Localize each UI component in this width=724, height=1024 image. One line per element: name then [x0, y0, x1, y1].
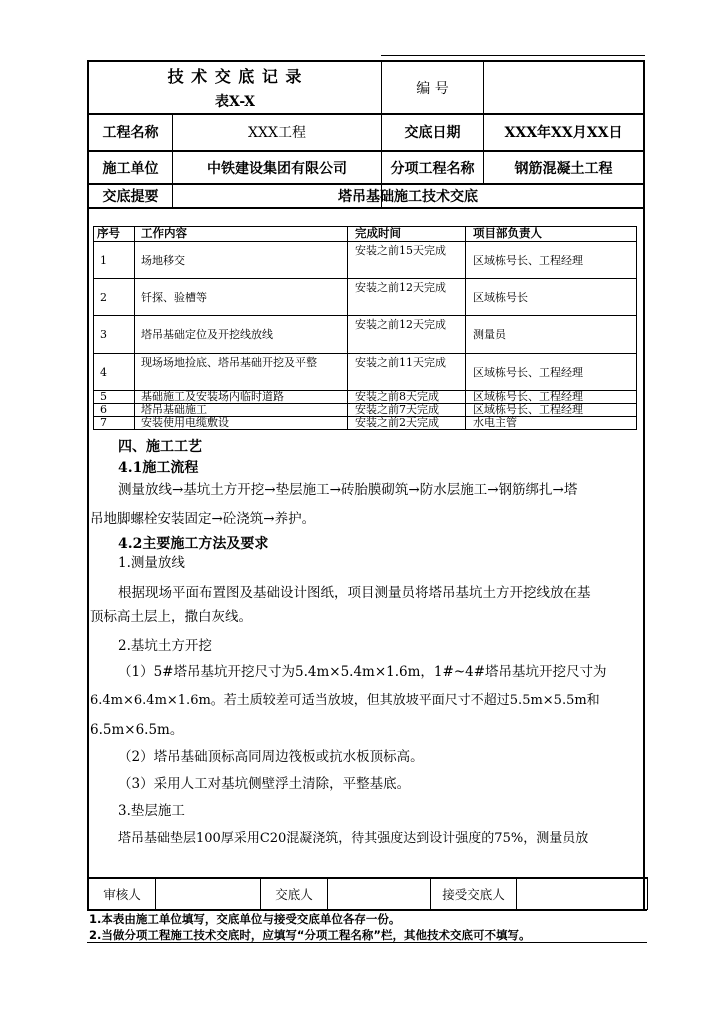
col-header-no: 序号 [97, 226, 120, 240]
project-name-label: 工程名称 [102, 125, 159, 141]
paragraph: 6.4m×6.4m×1.6m。若土质较差可适当放坡，但其放坡平面尺寸不超过5.5m×5.5m和 [90, 693, 600, 708]
table-row [93, 403, 637, 416]
paragraph: 塔吊基础垫层100厚采用C20混凝浇筑，待其强度达到设计强度的75%，测量员放 [118, 831, 589, 846]
paragraph: 顶标高土层上，撒白灰线。 [90, 609, 252, 625]
row-time: 安装之前2天完成 [355, 416, 439, 429]
table-row [93, 316, 637, 353]
construction-unit: 中铁建设集团有限公司 [207, 160, 347, 177]
note-2: 2.当做分项工程施工技术交底时，应填写“分项工程名称”栏，其他技术交底可不填写。 [89, 928, 531, 942]
row-owner: 区域栋号长、工程经理 [473, 366, 583, 379]
row-content: 钎探、验槽等 [141, 291, 207, 304]
frame-right [643, 60, 645, 910]
paragraph: 吊地脚螺栓安装固定→砼浇筑→养护。 [90, 511, 316, 527]
section-heading-4-2: 4.2主要施工方法及要求 [118, 536, 269, 552]
col-header-time: 完成时间 [355, 226, 401, 240]
row-time: 安装之前12天完成 [355, 281, 446, 294]
disclosure-date: XXX年XX月XX日 [504, 125, 623, 141]
col-header-owner: 项目部负责人 [473, 226, 542, 240]
note-1: 1.本表由施工单位填写，交底单位与接受交底单位各存一份。 [89, 912, 401, 926]
sub-heading: 3.垫层施工 [118, 803, 185, 819]
row-no: 2 [100, 291, 107, 304]
number-value[interactable] [484, 62, 643, 113]
row-content: 场地移交 [141, 254, 185, 267]
table-row [93, 416, 637, 429]
row-time: 安装之前15天完成 [355, 244, 446, 257]
frame-top-extend [381, 55, 645, 56]
table-row [93, 242, 637, 278]
row-no: 1 [100, 254, 107, 267]
row-time: 安装之前11天完成 [355, 356, 446, 369]
row-owner: 测量员 [473, 328, 506, 341]
date-label: 交底日期 [404, 125, 461, 141]
row-time: 安装之前12天完成 [355, 318, 446, 331]
project-name: XXX工程 [248, 125, 306, 141]
table-row [93, 354, 637, 390]
row-content: 塔吊基础施工 [141, 403, 207, 416]
form-number: 表X-X [214, 94, 256, 110]
paragraph: 6.5m×6.5m。 [90, 722, 184, 738]
row-content: 现场场地捡底、塔吊基础开挖及平整 [141, 356, 317, 369]
sub-heading: 1.测量放线 [118, 555, 185, 571]
paragraph: （1）5#塔吊基坑开挖尺寸为5.4m×5.4m×1.6m，1#~4#塔吊基坑开挖尺寸为 [118, 664, 607, 680]
table-row [93, 279, 637, 315]
receiver-label: 接受交底人 [442, 887, 505, 902]
row-content: 塔吊基础定位及开挖线放线 [141, 328, 273, 341]
row-owner: 区域栋号长、工程经理 [473, 403, 583, 416]
row-no: 7 [100, 416, 107, 429]
unit-label: 施工单位 [102, 160, 159, 177]
summary-label: 交底提要 [102, 189, 159, 205]
row-no: 4 [100, 366, 107, 379]
row-no: 3 [100, 328, 107, 341]
sub-heading: 2.基坑土方开挖 [118, 638, 212, 654]
section-heading-4: 四、施工工艺 [118, 439, 202, 455]
sub-project-label: 分项工程名称 [390, 160, 475, 177]
row-content: 基础施工及安装场内临时道路 [141, 390, 284, 403]
row-no: 5 [100, 390, 107, 403]
paragraph: （3）采用人工对基坑侧壁浮土清除，平整基底。 [118, 776, 411, 792]
sub-project-name: 钢筋混凝土工程 [514, 160, 613, 177]
paragraph: 根据现场平面布置图及基础设计图纸，项目测量员将塔吊基坑土方开挖线放在基 [118, 585, 591, 601]
row-time: 安装之前7天完成 [355, 403, 439, 416]
row-owner: 区域栋号长、工程经理 [473, 254, 583, 267]
receiver-field[interactable] [517, 879, 647, 909]
number-label: 编 号 [416, 80, 449, 97]
reviewer-label: 审核人 [103, 887, 141, 902]
row-time: 安装之前8天完成 [355, 390, 439, 403]
summary: 塔吊基础施工技术交底 [338, 189, 478, 205]
row-owner: 水电主管 [473, 416, 517, 429]
discloser-label: 交底人 [275, 887, 313, 902]
table-row [93, 390, 637, 403]
doc-title: 技 术 交 底 记 录 [167, 66, 303, 86]
col-header-content: 工作内容 [141, 226, 187, 240]
paragraph: （2）塔吊基础顶标高同周边筏板或抗水板顶标高。 [118, 749, 424, 765]
row-content: 安装使用电缆敷设 [141, 416, 229, 429]
reviewer-field[interactable] [156, 879, 260, 909]
row-no: 6 [100, 403, 107, 416]
section-heading-4-1: 4.1施工流程 [118, 460, 199, 476]
discloser-field[interactable] [328, 879, 430, 909]
paragraph: 测量放线→基坑土方开挖→垫层施工→砖胎膜砌筑→防水层施工→钢筋绑扎→塔 [118, 482, 578, 498]
row-owner: 区域栋号长、工程经理 [473, 390, 583, 403]
row-owner: 区域栋号长 [473, 291, 528, 304]
work-table [93, 226, 637, 436]
